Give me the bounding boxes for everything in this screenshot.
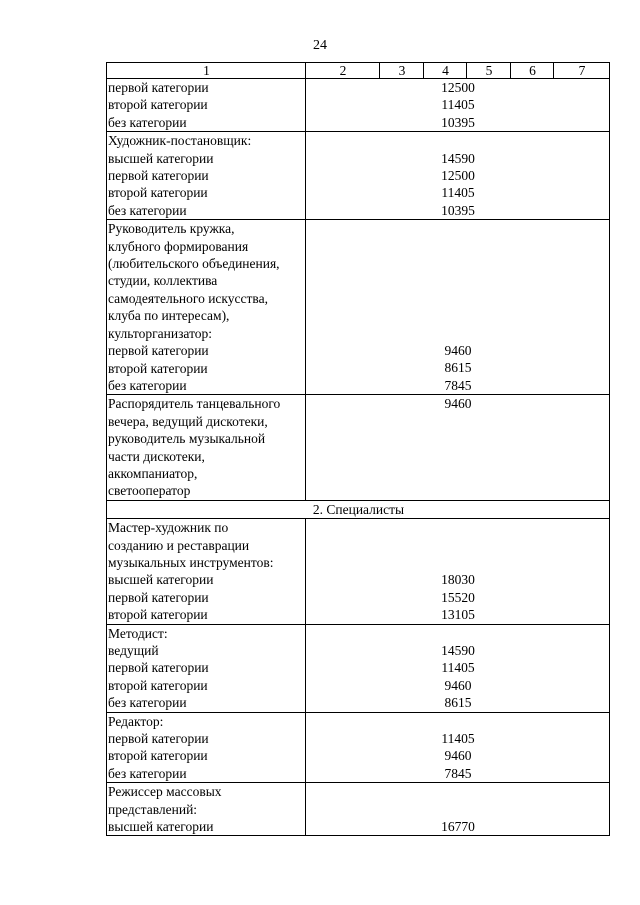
salary-value [307, 783, 609, 800]
salary-value [307, 713, 609, 730]
salary-value [307, 132, 609, 149]
salary-value [307, 554, 609, 571]
position-name: первой категории второй категории без категории [107, 79, 306, 132]
section-row [107, 500, 610, 518]
salary-value: 9460 [444, 677, 472, 693]
salary-values [306, 519, 610, 624]
table-row [107, 220, 610, 395]
position-name: Режиссер массовых представлений: высшей категории [107, 783, 306, 836]
position-name: Руководитель кружка, клубного формирования (любительского объединения, студии, коллектива самодеятельного искусства, клуба по интересам), культорганизатор: первой категории второй категории без категории [107, 220, 306, 395]
salary-value [307, 307, 609, 324]
header-cell-2: 2 [306, 63, 380, 79]
salary-value [307, 519, 609, 536]
salary-value: 14590 [441, 150, 475, 166]
salary-table [106, 62, 610, 836]
salary-value [307, 325, 609, 342]
table-body [107, 79, 610, 836]
salary-values [306, 79, 610, 132]
position-name: Мастер-художник по созданию и реставрации музыкальных инструментов: высшей категории первой категории второй категории [107, 519, 306, 624]
salary-values [306, 395, 610, 500]
salary-value: 8615 [444, 695, 472, 711]
page-number: 24 [313, 38, 327, 53]
salary-values [306, 783, 610, 836]
salary-value: 12500 [441, 80, 475, 95]
table-row [107, 519, 610, 624]
header-cell-4: 4 [424, 63, 467, 79]
salary-value: 11405 [441, 97, 475, 113]
salary-value: 9460 [444, 396, 472, 412]
salary-value [307, 537, 609, 554]
table-row [107, 395, 610, 500]
table-row [107, 783, 610, 836]
salary-value: 12500 [441, 168, 475, 183]
section-title: 2. Специалисты [107, 500, 610, 518]
salary-value: 11405 [441, 185, 475, 201]
salary-value: 8615 [444, 360, 472, 376]
salary-value: 15520 [441, 589, 475, 605]
salary-value: 16770 [441, 819, 475, 835]
position-name: Редактор: первой категории второй категории без категории [107, 712, 306, 783]
header-cell-6: 6 [511, 63, 554, 79]
salary-value: 9460 [444, 342, 472, 358]
salary-values [306, 712, 610, 783]
salary-value: 7845 [444, 377, 472, 393]
salary-value [307, 272, 609, 289]
salary-value [307, 625, 609, 642]
header-cell-7: 7 [554, 63, 610, 79]
salary-value: 11405 [441, 660, 475, 676]
salary-value: 14590 [441, 642, 475, 658]
table-row [107, 132, 610, 220]
header-cell-5: 5 [467, 63, 511, 79]
salary-value: 10395 [441, 114, 475, 130]
table-row [107, 79, 610, 132]
salary-value: 10395 [441, 202, 475, 218]
salary-value [307, 220, 609, 237]
header-row [107, 63, 610, 79]
table-row [107, 624, 610, 712]
table-row [107, 712, 610, 783]
header-cell-1: 1 [107, 63, 306, 79]
salary-value [307, 238, 609, 255]
header-cell-3: 3 [380, 63, 424, 79]
position-name: Распорядитель танцевального вечера, ведущий дискотеки, руководитель музыкальной части дискотеки, аккомпаниатор, светооператор [107, 395, 306, 500]
salary-value: 9460 [444, 748, 472, 764]
salary-value: 7845 [444, 765, 472, 781]
salary-values [306, 132, 610, 220]
salary-value [307, 290, 609, 307]
salary-values [306, 624, 610, 712]
salary-values [306, 220, 610, 395]
position-name: Методист: ведущий первой категории второй категории без категории [107, 624, 306, 712]
salary-value: 13105 [441, 607, 475, 623]
position-name: Художник-постановщик: высшей категории первой категории второй категории без категории [107, 132, 306, 220]
salary-value [307, 801, 609, 818]
salary-value [307, 255, 609, 272]
salary-value: 18030 [441, 572, 475, 588]
salary-value: 11405 [441, 731, 475, 747]
